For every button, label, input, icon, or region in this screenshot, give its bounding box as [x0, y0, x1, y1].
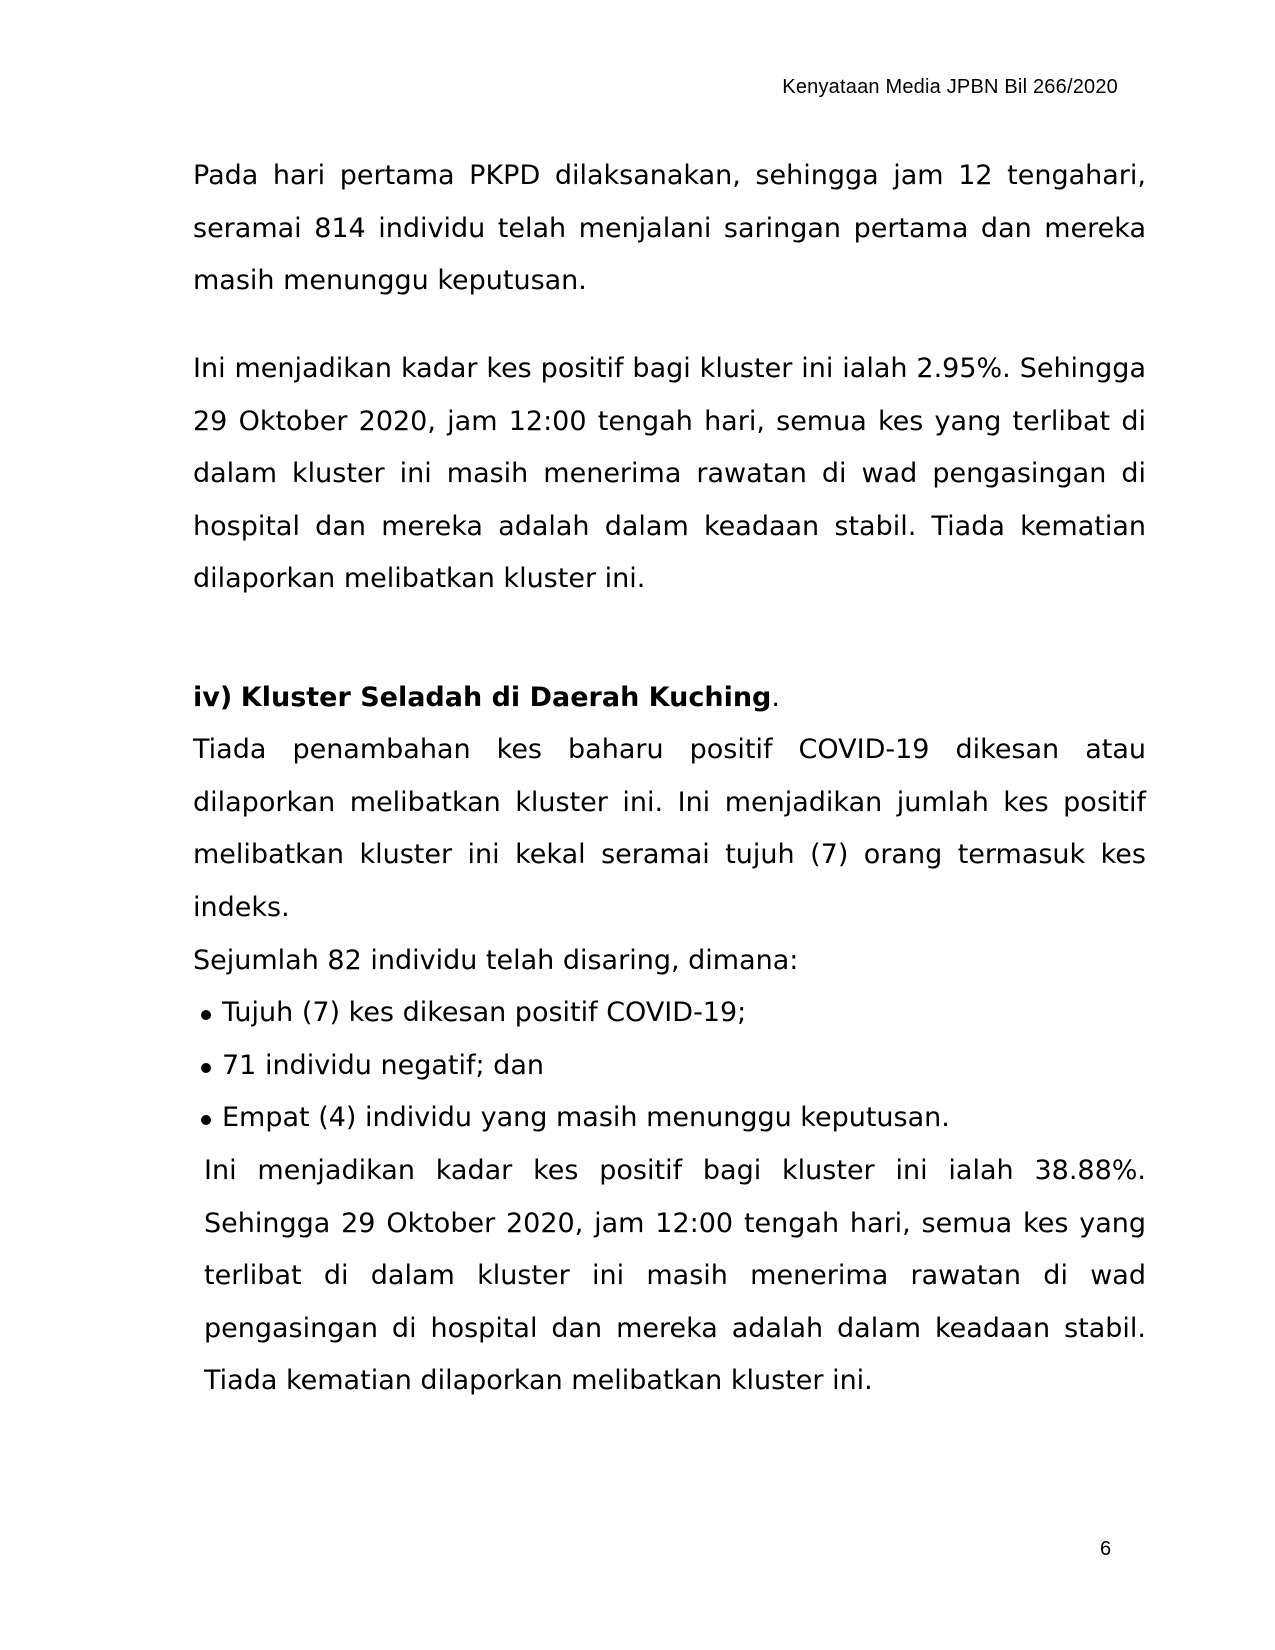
section-heading: [193, 672, 780, 725]
bullet-icon: [201, 1115, 211, 1125]
list-item-text: Tujuh (7) kes dikesan positif COVID-19;: [222, 997, 747, 1028]
bullet-icon: [201, 1010, 211, 1020]
section-title-suffix: .: [771, 682, 780, 713]
list-item-text: Empat (4) individu yang masih menunggu keputusan.: [222, 1102, 950, 1134]
bullet-icon: [201, 1063, 211, 1073]
list-item: [200, 1040, 950, 1093]
section-number: iv): [193, 682, 233, 713]
section-title: Kluster Seladah di Daerah Kuching: [240, 682, 772, 713]
screening-results-list: [200, 987, 950, 1145]
document-header: Kenyataan Media JPBN Bil 266/2020: [782, 76, 1118, 98]
paragraph-pkpd-screening: Pada hari pertama PKPD dilaksanakan, sehingga jam 12 tengahari, seramai 814 individu telah menjalani saringan pertama dan mereka masih menunggu keputusan.: [193, 160, 1146, 297]
paragraph-no-new-cases: Tiada penambahan kes baharu positif COVID-19 dikesan atau dilaporkan melibatkan kluster ini. Ini menjadikan jumlah kes positif melibatkan kluster ini kekal seramai tujuh (7) orang termasuk kes indeks.: [193, 734, 1146, 923]
list-item-text: 71 individu negatif; dan: [222, 1049, 544, 1081]
paragraph-positive-rate-1: Ini menjadikan kadar kes positif bagi kluster ini ialah 2.95%. Sehingga 29 Oktober 2020, jam 12:00 tengah hari, semua kes yang terlibat di dalam kluster ini masih menerima rawatan di wad pengasingan di hospital dan mereka adalah dalam keadaan stabil. Tiada kematian dilaporkan melibatkan kluster ini.: [193, 353, 1146, 595]
page-number: 6: [1100, 1538, 1112, 1560]
paragraph-positive-rate-2: Ini menjadikan kadar kes positif bagi kluster ini ialah 38.88%. Sehingga 29 Oktober 2020, jam 12:00 tengah hari, semua kes yang terlibat di dalam kluster ini masih menerima rawatan di wad pengasingan di hospital dan mereka adalah dalam keadaan stabil. Tiada kematian dilaporkan melibatkan kluster ini.: [204, 1155, 1146, 1397]
paragraph-screening-intro: Sejumlah 82 individu telah disaring, dimana:: [193, 945, 799, 976]
list-item: [200, 987, 950, 1040]
list-item: [200, 1092, 950, 1145]
